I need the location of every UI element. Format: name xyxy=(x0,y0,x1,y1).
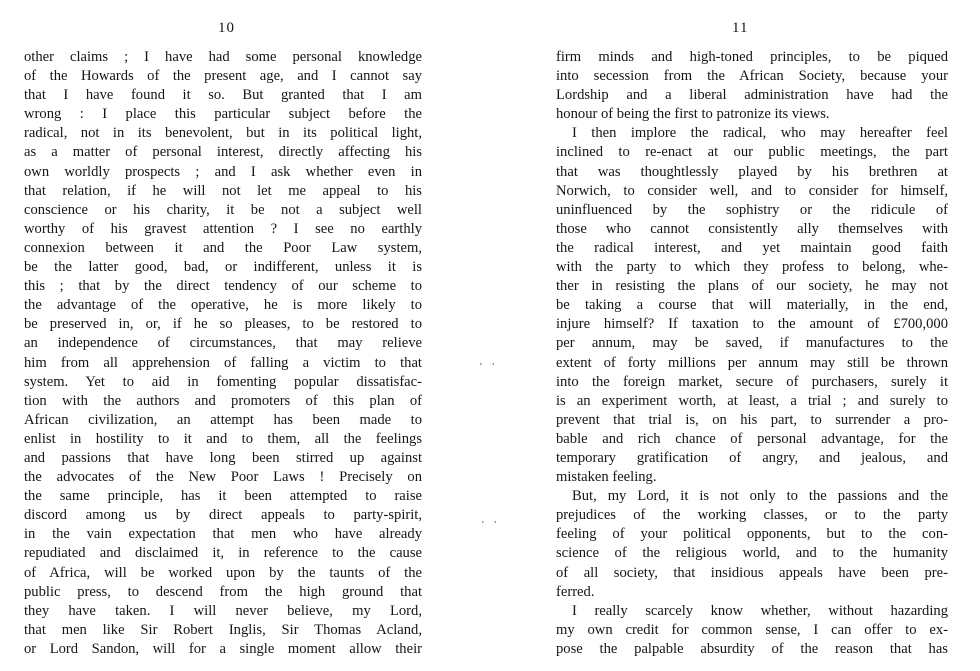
text-line: as a matter of personal interest, directly affecting his xyxy=(24,144,422,161)
left-page-number: 10 xyxy=(218,20,235,36)
text-line: of Africa, will be worked upon by the taunts of the xyxy=(24,564,422,581)
right-page-text xyxy=(556,48,948,659)
text-line: ferred. xyxy=(556,583,595,600)
text-line: be taking a course that will materially, in the end, xyxy=(556,297,948,314)
text-line: discord among us by direct appeals to party-spirit, xyxy=(24,507,422,524)
text-line: with the party to which they profess to belong, whe- xyxy=(556,259,948,276)
text-line: firm minds and high-toned principles, to be piqued xyxy=(556,49,948,65)
text-line: the same principle, has it been attempted to raise xyxy=(24,488,422,505)
text-line: honour of being the first to patronize its views. xyxy=(556,106,830,123)
text-line: my own credit for common sense, I can offer to ex- xyxy=(556,621,948,638)
text-line: extent of forty millions per annum may still be thrown xyxy=(556,354,948,371)
text-line: African civilization, an attempt has been made to xyxy=(24,411,422,428)
text-line: into the foreign market, secure of purchasers, surely it xyxy=(556,373,948,390)
left-page-text xyxy=(24,48,422,659)
text-line: the advantage of the operative, he is more likely to xyxy=(24,297,422,314)
text-line: pose the palpable absurdity of the reason that has xyxy=(556,640,948,657)
text-line: wrong : I place this particular subject before the xyxy=(24,106,422,123)
text-line: prejudices of the working classes, or to the party xyxy=(556,507,948,524)
text-line: repudiated and disclaimed it, in reference to the cause xyxy=(24,545,422,562)
text-line: those who cannot consistently ally themselves with xyxy=(556,220,948,237)
text-line: they have taken. I will never believe, my Lord, xyxy=(24,602,422,619)
text-line: I really scarcely know whether, without hazarding xyxy=(572,602,948,619)
text-line: own worldly prospects ; and I ask whether even in xyxy=(24,163,422,180)
text-line: or Lord Sandon, will for a single moment allow their xyxy=(24,640,422,657)
text-line: of all society, that insidious appeals have been pre- xyxy=(556,564,948,581)
text-line: per annum, may be saved, if manufactures to the xyxy=(556,335,948,352)
text-line: bable and rich chance of personal advantage, for the xyxy=(556,430,948,447)
text-line: of the Howards of the present age, and I cannot say xyxy=(24,68,422,85)
text-line: science of the religious world, and to the humanity xyxy=(556,545,948,562)
text-line: Norwich, to consider well, and to consider for himself, xyxy=(556,182,948,199)
text-line: mistaken feeling. xyxy=(556,469,657,486)
text-line: be the latter good, bad, or indifferent, unless it is xyxy=(24,259,422,276)
text-line: feeling of your political opponents, but to the con- xyxy=(556,526,948,543)
text-line: connexion between it and the Poor Law system, xyxy=(24,239,422,256)
text-line: conscience or his charity, it be not a subject well xyxy=(24,201,422,218)
text-line: inclined to re-enact at our public meetings, the part xyxy=(556,144,948,161)
text-line: tion with the authors and promoters of this plan of xyxy=(24,392,422,409)
text-line: Lordship and a liberal administration have had the xyxy=(556,87,948,104)
text-line: the radical interest, and yet maintain good faith xyxy=(556,239,948,256)
gutter-mark-lower: ' ' xyxy=(482,520,501,531)
text-line: that was thoughtlessly played by his brethren at xyxy=(556,163,948,180)
text-line: that men like Sir Robert Inglis, Sir Thomas Acland, xyxy=(24,621,422,638)
text-line: ther in resisting the plans of our society, he may not xyxy=(556,278,948,295)
text-line: an independence of circumstances, that may relieve xyxy=(24,335,422,352)
text-line: the advocates of the New Poor Laws ! Precisely on xyxy=(24,469,422,486)
text-line: enlist in hostility to it and to them, all the feelings xyxy=(24,430,422,447)
left-page xyxy=(0,0,470,671)
text-line: temporary gratification of angry, and jealous, and xyxy=(556,449,948,466)
right-page xyxy=(490,0,980,671)
right-page-number: 11 xyxy=(732,20,749,36)
text-line: worthy of his gravest attention ? I see no earthly xyxy=(24,220,422,237)
text-line: into secession from the African Society, because your xyxy=(556,68,948,85)
text-line: this ; that by the direct tendency of our scheme to xyxy=(24,278,422,295)
text-line: prevent that trial is, on his part, to surrender a pro- xyxy=(556,411,948,428)
text-line: system. Yet to aid in fomenting popular dissatisfac- xyxy=(24,373,422,390)
text-line: that I have found it so. But granted that I am xyxy=(24,87,422,104)
text-line: be preserved in, or, if he so pleases, to be restored to xyxy=(24,316,422,333)
text-line: and passions that have long been stirred up against xyxy=(24,449,422,466)
text-line: is an experiment worth, at least, a trial ; and surely to xyxy=(556,392,948,409)
text-line: uninfluenced by the sophistry or the ridicule of xyxy=(556,201,948,218)
text-line: I then implore the radical, who may hereafter feel xyxy=(572,125,948,142)
text-line: other claims ; I have had some personal knowledge xyxy=(24,49,422,65)
text-line: him from all apprehension of falling a victim to that xyxy=(24,354,422,371)
text-line: injure himself? If taxation to the amount of £700,000 xyxy=(556,316,948,333)
text-line: public press, to descend from the high ground that xyxy=(24,583,422,600)
gutter-mark-upper: ' ' xyxy=(480,362,499,373)
text-line: But, my Lord, it is not only to the passions and the xyxy=(572,488,948,505)
text-line: that relation, if he will not let me appeal to his xyxy=(24,182,422,199)
text-line: radical, not in its benevolent, but in its political light, xyxy=(24,125,422,142)
text-line: in the vain expectation that men who have already xyxy=(24,526,422,543)
